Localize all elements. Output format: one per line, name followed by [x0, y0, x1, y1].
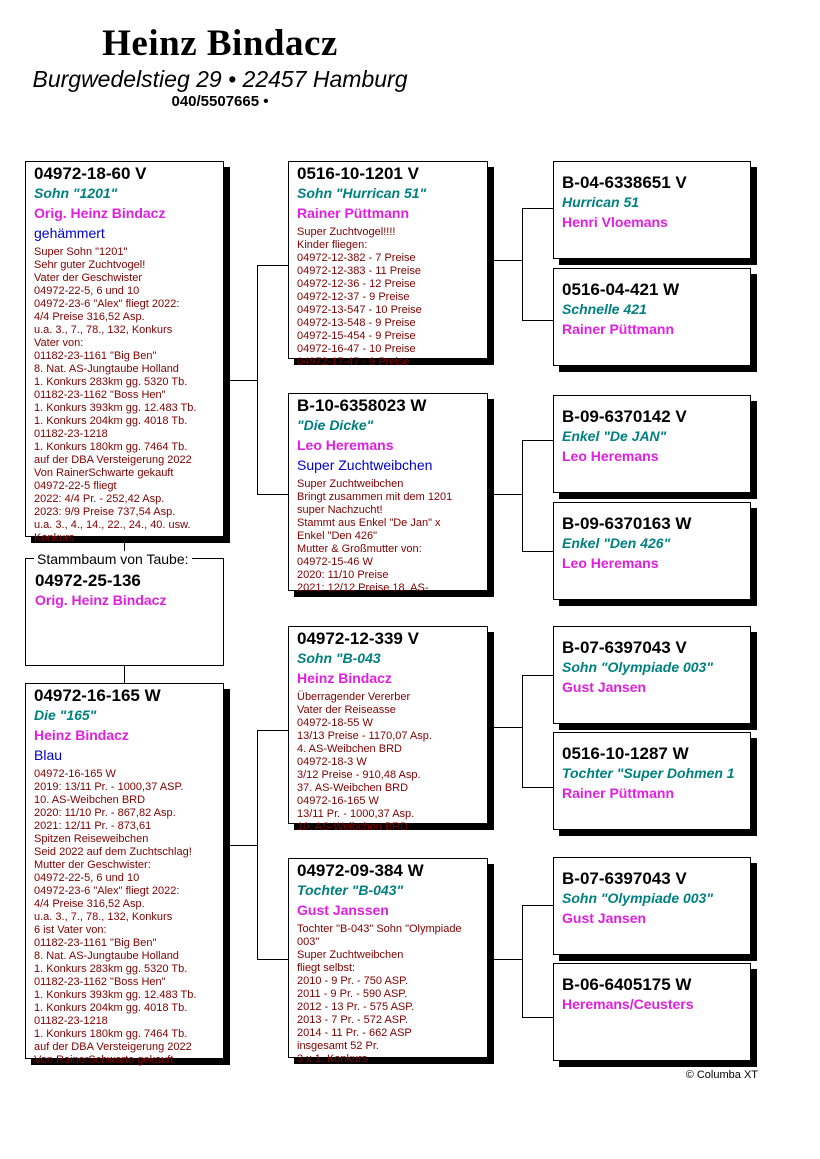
note-line: 3/12 Preise - 910,48 Asp. — [297, 769, 421, 781]
plumage-color: gehämmert — [34, 225, 105, 241]
note-line: 04972-13-548 - 9 Preise — [297, 317, 416, 329]
note-line: Kinder fliegen: — [297, 239, 368, 251]
note-line: 1. Konkurs 180km gg. 7464 Tb. — [34, 1028, 188, 1040]
note-line: 1. Konkurs 204km gg. 4018 Tb. — [34, 1002, 188, 1014]
breeder-name: Rainer Püttmann — [562, 321, 675, 337]
pigeon-name: Schnelle 421 — [562, 301, 647, 317]
ring-number: 04972-16-165 W — [34, 686, 161, 705]
pigeon-name: Sohn "Olympiade 003" — [562, 659, 713, 675]
note-line: Super Zuchtweibchen — [297, 478, 404, 490]
note-line: Super Sohn "1201" — [34, 246, 128, 258]
note-line: 04972-12-37 - 9 Preise — [297, 291, 410, 303]
owner-phone: 040/5507665 • — [171, 93, 269, 110]
note-line: super Nachzucht! — [297, 504, 383, 516]
note-line: Mutter der Geschwister: — [34, 859, 151, 871]
note-line: 2020: 11/10 Pr. - 867,82 Asp. — [34, 807, 176, 819]
ring-number: B-09-6370163 W — [562, 514, 692, 533]
note-line: 37. AS-Weibchen BRD — [297, 782, 409, 794]
note-line: 01182-23-1162 "Boss Hen" — [34, 976, 166, 988]
pigeon-notes — [297, 226, 479, 369]
note-line: 2013 - 7 Pr. - 572 ASP. — [297, 1014, 409, 1026]
card-great-grandfather-4[interactable] — [553, 857, 751, 955]
note-line: 01182-23-1162 "Boss Hen" — [34, 389, 166, 401]
pigeon-name: Die "165" — [34, 707, 97, 723]
copyright: © Columba XT — [685, 1069, 758, 1081]
note-line: 01182-23-1218 — [34, 1015, 108, 1027]
card-mother-mother[interactable] — [288, 858, 488, 1065]
note-line: 01182-23-1218 — [34, 428, 108, 440]
note-line: 2021: 12/12 Preise 18. AS- — [297, 582, 429, 594]
note-line: 6 ist Vater von: — [34, 924, 107, 936]
note-line: 2021: 12/11 Pr. - 873,61 — [34, 820, 152, 832]
note-line: 1. Konkurs 204km gg. 4018 Tb. — [34, 415, 188, 427]
note-line: Mutter & Großmutter von: — [297, 543, 422, 555]
note-line: 04972-18-55 W — [297, 717, 373, 729]
note-line: 04972-15-46 W — [297, 556, 373, 568]
note-line: Von RainerSchwarte gekauft — [34, 467, 174, 479]
ring-number: 0516-04-421 W — [562, 280, 680, 299]
note-line: Enkel "Den 426" — [297, 530, 377, 542]
note-line: 3 x 1. Konkurs — [297, 1053, 368, 1065]
note-line: u.a. 3., 7., 78., 132, Konkurs — [34, 911, 173, 923]
breeder-name: Leo Heremans — [562, 555, 659, 571]
subject-breeder: Orig. Heinz Bindacz — [35, 592, 167, 608]
note-line: 04972-22-5 fliegt — [34, 480, 117, 492]
note-line: Bringt zusammen mit dem 1201 — [297, 491, 453, 503]
plumage-color: Super Zuchtweibchen — [297, 457, 433, 473]
ring-number: B-07-6397043 V — [562, 869, 687, 888]
ring-number: 04972-18-60 V — [34, 164, 147, 183]
note-line: 04972-23-6 "Alex" fliegt 2022: — [34, 885, 180, 897]
card-father-mother[interactable] — [288, 393, 488, 594]
note-line: 01182-23-1161 "Big Ben" — [34, 937, 157, 949]
note-line: 10. AS-Weibchen BRD — [34, 794, 146, 806]
note-line: 1. Konkurs 283km gg. 5320 Tb. — [34, 376, 188, 388]
note-line: 1. Konkurs 180km gg. 7464 Tb. — [34, 441, 188, 453]
breeder-name: Heinz Bindacz — [297, 670, 392, 686]
note-line: 04972-13-547 - 10 Preise — [297, 304, 422, 316]
note-line: auf der DBA Versteigerung 2022 — [34, 1041, 192, 1053]
ring-number: B-10-6358023 W — [297, 396, 427, 415]
note-line: 2022: 4/4 Pr. - 252,42 Asp. — [34, 493, 165, 505]
note-line: 2023: 9/9 Preise 737,54 Asp. — [34, 506, 176, 518]
note-line: auf der DBA Versteigerung 2022 — [34, 454, 192, 466]
note-line: Stammt aus Enkel "De Jan" x — [297, 517, 441, 529]
note-line: Vater der Reiseasse — [297, 704, 396, 716]
note-line: Spitzen Reiseweibchen — [34, 833, 149, 845]
note-line: Vater von: — [34, 337, 84, 349]
breeder-name: Henri Vloemans — [562, 214, 668, 230]
note-line: Super Zuchtweibchen — [297, 949, 404, 961]
subject-ring: 04972-25-136 — [35, 571, 141, 590]
note-line: 2010 - 9 Pr. - 750 ASP. — [297, 975, 409, 987]
pigeon-notes — [297, 691, 479, 834]
subject-box — [25, 558, 224, 666]
note-line: insgesamt 52 Pr. — [297, 1040, 379, 1052]
pigeon-name: Sohn "B-043 — [297, 650, 381, 666]
pigeon-name: Sohn "Olympiade 003" — [562, 890, 713, 906]
note-line: Tochter "B-043" Sohn "Olympiade — [297, 923, 462, 935]
note-line: 04972-18-3 W — [297, 756, 367, 768]
breeder-name: Leo Heremans — [562, 448, 659, 464]
pigeon-name: Enkel "De JAN" — [562, 428, 667, 444]
card-father[interactable] — [25, 161, 224, 544]
note-line: 04972-23-6 "Alex" fliegt 2022: — [34, 298, 180, 310]
card-great-grandmother-4[interactable] — [553, 963, 751, 1061]
note-line: Super Zuchtvogel!!!! — [297, 226, 396, 238]
note-line: 04972-17-47 - 9 Preise — [297, 356, 410, 368]
note-line: 2014 - 11 Pr. - 662 ASP — [297, 1027, 412, 1039]
card-great-grandfather-3[interactable] — [553, 626, 751, 724]
note-line: Sehr guter Zuchtvogel! — [34, 259, 146, 271]
note-line: 04972-15-454 - 9 Preise — [297, 330, 416, 342]
breeder-name: Gust Jansen — [562, 910, 647, 926]
note-line: 1. Konkurs 393km gg. 12.483 Tb. — [34, 989, 197, 1001]
note-line: u.a. 3., 7., 78., 132, Konkurs — [34, 324, 173, 336]
note-line: 4/4 Preise 316,52 Asp. — [34, 898, 145, 910]
pigeon-notes — [34, 768, 215, 1067]
note-line: 04972-12-36 - 12 Preise — [297, 278, 416, 290]
ring-number: 0516-10-1287 W — [562, 744, 689, 763]
breeder-name: Leo Heremans — [297, 437, 394, 453]
card-great-grandmother-2[interactable] — [553, 502, 751, 600]
pigeon-notes — [297, 478, 479, 595]
ring-number: 04972-12-339 V — [297, 629, 419, 648]
note-line: fliegt selbst: — [297, 962, 356, 974]
breeder-name: Rainer Püttmann — [297, 205, 410, 221]
pigeon-name: Tochter "B-043" — [297, 882, 404, 898]
note-line: 8. Nat. AS-Jungtaube Holland — [34, 950, 179, 962]
card-mother-father[interactable] — [288, 626, 488, 833]
card-mother[interactable] — [25, 683, 224, 1066]
ring-number: 0516-10-1201 V — [297, 164, 419, 183]
card-great-grandfather-1[interactable] — [553, 161, 751, 259]
pigeon-name: Tochter "Super Dohmen 1 — [562, 765, 735, 781]
owner-address: Burgwedelstieg 29 • 22457 Hamburg — [32, 66, 408, 92]
note-line: Seid 2022 auf dem Zuchtschlag! — [34, 846, 192, 858]
ring-number: B-09-6370142 V — [562, 407, 687, 426]
breeder-name: Heinz Bindacz — [34, 727, 129, 743]
pigeon-name: Sohn "Hurrican 51" — [297, 185, 427, 201]
note-line: 04972-16-165 W — [34, 768, 116, 780]
pigeon-name: Hurrican 51 — [562, 194, 640, 210]
breeder-name: Gust Janssen — [297, 902, 389, 918]
note-line: 1. Konkurs 283km gg. 5320 Tb. — [34, 963, 188, 975]
note-line: u.a. 3., 4., 14., 22., 24., 40. usw. — [34, 519, 191, 531]
owner-name: Heinz Bindacz — [102, 23, 338, 64]
note-line: 04972-22-5, 6 und 10 — [34, 872, 140, 884]
note-line: Überragender Vererber — [297, 691, 411, 703]
subject-label: Stammbaum von Taube: — [34, 551, 192, 567]
note-line: Von RainerSchwarte gekauft — [34, 1054, 174, 1066]
note-line: 2019: 13/11 Pr. - 1000,37 ASP. — [34, 781, 184, 793]
note-line: 04972-12-383 - 11 Preise — [297, 265, 421, 277]
breeder-name: Orig. Heinz Bindacz — [34, 205, 166, 221]
note-line: 13/13 Preise - 1170,07 Asp. — [297, 730, 432, 742]
note-line: 2020: 11/10 Preise — [297, 569, 389, 581]
note-line: 2012 - 13 Pr. - 575 ASP. — [297, 1001, 415, 1013]
note-line: 1. Konkurs 393km gg. 12.483 Tb. — [34, 402, 197, 414]
breeder-name: Rainer Püttmann — [562, 785, 675, 801]
note-line: Vater der Geschwister — [34, 272, 143, 284]
note-line: 10. AS-Weibchen BRD — [297, 821, 409, 833]
breeder-name: Gust Jansen — [562, 679, 647, 695]
note-line: 04972-16-47 - 10 Preise — [297, 343, 416, 355]
pigeon-name: "Die Dicke" — [297, 417, 374, 433]
note-line: Konkurs — [34, 532, 75, 544]
note-line: 4. AS-Weibchen BRD — [297, 743, 402, 755]
pigeon-notes — [297, 923, 479, 1066]
card-great-grandfather-2[interactable] — [553, 395, 751, 493]
card-great-grandmother-1[interactable] — [553, 268, 751, 366]
note-line: 003" — [297, 936, 320, 948]
note-line: 04972-16-165 W — [297, 795, 379, 807]
plumage-color: Blau — [34, 747, 63, 763]
breeder-name: Heremans/Ceusters — [562, 996, 694, 1012]
note-line: 8. Nat. AS-Jungtaube Holland — [34, 363, 179, 375]
ring-number: B-04-6338651 V — [562, 173, 687, 192]
note-line: 01182-23-1161 "Big Ben" — [34, 350, 157, 362]
pigeon-notes — [34, 246, 215, 545]
ring-number: B-07-6397043 V — [562, 638, 687, 657]
ring-number: B-06-6405175 W — [562, 975, 692, 994]
note-line: 13/11 Pr. - 1000,37 Asp. — [297, 808, 415, 820]
note-line: 04972-12-382 - 7 Preise — [297, 252, 416, 264]
pigeon-name: Sohn "1201" — [34, 185, 118, 201]
pigeon-name: Enkel "Den 426" — [562, 535, 671, 551]
note-line: 04972-22-5, 6 und 10 — [34, 285, 140, 297]
card-father-father[interactable] — [288, 161, 488, 368]
note-line: 2011 - 9 Pr. - 590 ASP. — [297, 988, 408, 1000]
card-great-grandmother-3[interactable] — [553, 732, 751, 830]
note-line: 4/4 Preise 316,52 Asp. — [34, 311, 145, 323]
ring-number: 04972-09-384 W — [297, 861, 424, 880]
